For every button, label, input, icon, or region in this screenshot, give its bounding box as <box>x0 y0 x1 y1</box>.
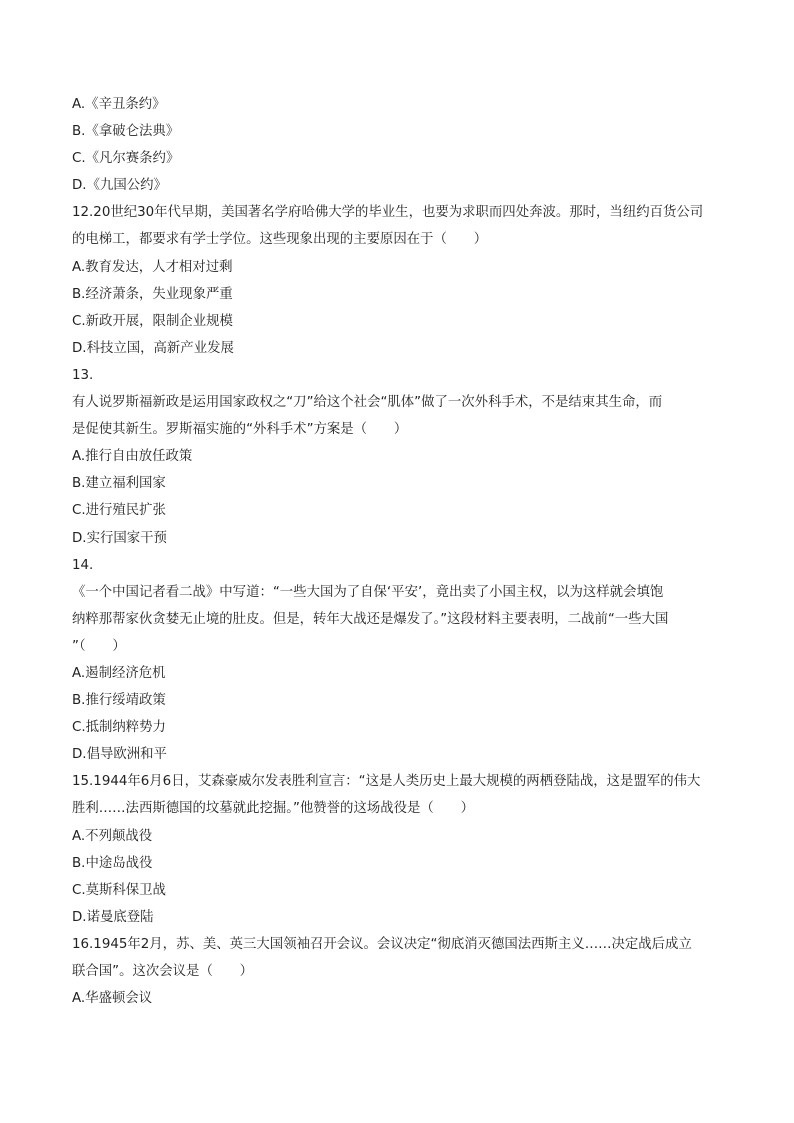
question-stem-line: 16.1945年2月，苏、美、英三大国领袖召开会议。会议决定“彻底消灭德国法西斯主义……决定战后成立 <box>72 936 692 952</box>
question-13 <box>72 362 728 552</box>
option-b: B.建立福利国家 <box>72 476 166 492</box>
option-d: D.实行国家干预 <box>72 530 167 546</box>
question-stem-line: 《一个中国记者看二战》中写道：“一些大国为了自保‘平安’，竟出卖了小国主权，以为这样就会填饱 <box>72 584 664 600</box>
option-d: D.科技立国，高新产业发展 <box>72 340 234 356</box>
question-stem-line: 有人说罗斯福新政是运用国家政权之“刀”给这个社会“肌体”做了一次外科手术，不是结束其生命，而 <box>72 395 663 411</box>
option-a: A.推行自由放任政策 <box>72 449 193 465</box>
option-a: A.教育发达，人才相对过剩 <box>72 259 233 275</box>
option-c: C.《凡尔赛条约》 <box>72 151 180 167</box>
option-b: B.《拿破仑法典》 <box>72 124 180 140</box>
option-a: A.不列颠战役 <box>72 828 153 844</box>
question-15 <box>72 768 728 931</box>
question-stem-line: 纳粹那帮家伙贪婪无止境的肚皮。但是，转年大战还是爆发了。”这段材料主要表明，二战前“一些大国 <box>72 611 669 627</box>
question-16 <box>72 931 728 1012</box>
option-b: B.经济萧条，失业现象严重 <box>72 286 233 302</box>
question-stem-line: ”（ ） <box>72 638 126 654</box>
option-b: B.推行绥靖政策 <box>72 693 166 709</box>
option-c: C.莫斯科保卫战 <box>72 882 166 898</box>
option-c: C.新政开展，限制企业规模 <box>72 313 233 329</box>
option-c: C.抵制纳粹势力 <box>72 720 166 736</box>
question-number: 13. <box>72 367 94 383</box>
option-b: B.中途岛战役 <box>72 855 153 871</box>
question-number: 14. <box>72 557 94 573</box>
question-stem-line: 的电梯工，都要求有学士学位。这些现象出现的主要原因在于（ ） <box>72 232 488 248</box>
option-a: A.遏制经济危机 <box>72 665 166 681</box>
question-stem-line: 12.20世纪30年代早期，美国著名学府哈佛大学的毕业生，也要为求职而四处奔波。那时，当纽约百货公司 <box>72 205 704 221</box>
option-a: A.华盛顿会议 <box>72 991 153 1007</box>
question-11-options <box>72 91 728 199</box>
option-a: A.《辛丑条约》 <box>72 97 166 112</box>
option-c: C.进行殖民扩张 <box>72 503 166 519</box>
question-stem-line: 联合国”。这次会议是（ ） <box>72 964 254 979</box>
option-d: D.《九国公约》 <box>72 178 167 194</box>
question-12 <box>72 199 728 362</box>
question-stem-line: 是促使其新生。罗斯福实施的“外科手术”方案是（ ） <box>72 422 408 438</box>
option-d: D.倡导欧洲和平 <box>72 747 167 763</box>
question-list <box>72 91 728 1012</box>
question-stem-line: 15.1944年6月6日，艾森豪威尔发表胜利宣言：“这是人类历史上最大规模的两栖登陆战，这是盟军的伟大 <box>72 774 701 790</box>
question-stem-line: 胜利……法西斯德国的坟墓就此挖掘。”他赞誉的这场战役是（ ） <box>72 801 474 817</box>
option-d: D.诺曼底登陆 <box>72 909 154 925</box>
question-14 <box>72 552 728 769</box>
